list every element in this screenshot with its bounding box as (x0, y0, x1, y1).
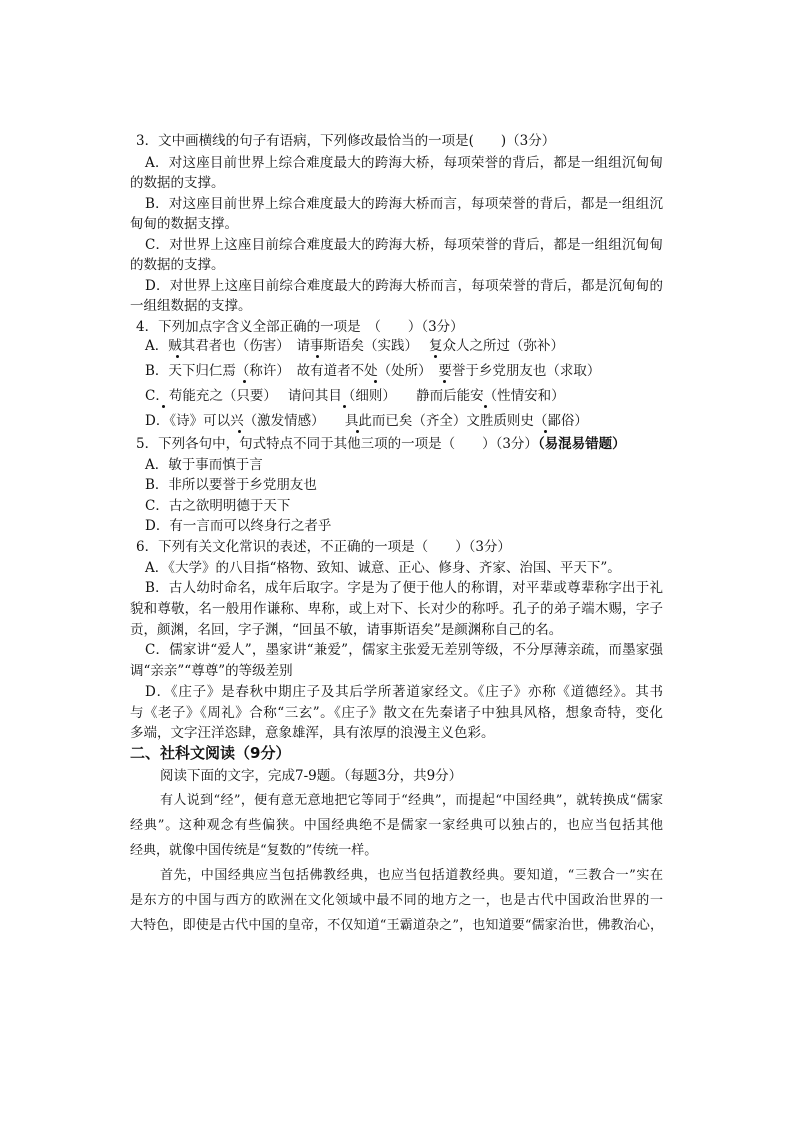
reading-instruction: 阅读下面的文字，完成7-9题。（每题3分，共9分） (160, 768, 463, 784)
q3-stem: 3．文中画横线的句子有语病，下列修改最恰当的一项是( )（3分） (136, 133, 556, 149)
q6-option-b-line1: B．古人幼时命名，成年后取字。字是为了便于他人的称谓，对平辈或尊辈称字出于礼 (145, 580, 663, 596)
q3-option-c-line1: C．对世界上这座目前综合难度最大的跨海大桥，每项荣誉的背后，都是一组组沉甸甸 (145, 237, 663, 253)
emphasis-dot (374, 380, 377, 383)
q5-stem (136, 434, 626, 454)
q6-option-b-line3: 贡，颜渊，名回，字子渊，“回虽不敏，请事斯语矣”是颜渊称自己的名。 (130, 622, 563, 638)
q4-stem: 4．下列加点字含义全部正确的一项是 （ ）（3分） (136, 319, 464, 335)
q4-option-a: A．贼其君者也（伤害） 请事斯语矣（实践） 复众人之所过（弥补） (145, 338, 565, 354)
q6-option-d-line1: D．《庄子》是春秋中期庄子及其后学所著道家经文。《庄子》亦称《道德经》。其书 (145, 684, 663, 700)
emphasis-dot (243, 380, 246, 383)
q3-option-a-line2: 的数据的支撑。 (130, 175, 225, 191)
q6-option-d-line2: 与《老子》《周礼》合称“三玄”。《庄子》散文在先秦诸子中独具风格，想象奇特，变化 (130, 705, 663, 721)
q6-option-d-line3: 多端，文字汪洋恣肆，意象雄浑，具有浓厚的浪漫主义色彩。 (130, 725, 495, 741)
emphasis-dot (356, 430, 359, 433)
q6-option-c-line2: 调“亲亲”“尊尊”的等级差别 (130, 663, 293, 679)
passage-p1-line3: 经典，就像中国传统是“复数的”传统一样。 (130, 843, 378, 858)
emphasis-dot (544, 430, 547, 433)
q3-option-b-line2: 甸甸的数据支撑。 (130, 216, 238, 232)
q3-option-d-line1: D．对世界上这座目前综合难度最大的跨海大桥而言，每项荣誉的背后，都是沉甸甸的 (145, 278, 663, 294)
emphasis-dot (316, 355, 319, 358)
passage-p2-line1: 首先，中国经典应当包括佛教经典，也应当包括道教经典。要知道，“三教合一”实在 (160, 868, 663, 883)
q5-option-b: B．非所以要誉于乡党朋友也 (145, 477, 317, 493)
q6-stem: 6．下列有关文化常识的表述，不正确的一项是（ ）（3分） (136, 539, 511, 555)
q4-option-c: C．苟能充之（只要） 请问其目（细则） 静而后能安（性情安和） (145, 388, 565, 404)
q3-option-b-line1: B．对这座目前世界上综合难度最大的跨海大桥而言，每项荣誉的背后，都是一组组沉 (145, 196, 663, 212)
emphasis-dot (238, 430, 241, 433)
q4-option-b: B．天下归仁焉（称许） 故有道者不处（处所） 要誉于乡党朋友也（求取） (145, 363, 601, 379)
emphasis-dot (343, 405, 346, 408)
q5-option-c: C．古之欲明明德于天下 (145, 498, 291, 514)
emphasis-dot (176, 355, 179, 358)
q5-tag: （易混易错题） (537, 436, 626, 452)
emphasis-dot (434, 355, 437, 358)
q6-option-b-line2: 貌和尊敬，名一般用作谦称、卑称，或上对下、长对少的称呼。孔子的弟子端木赐，字子 (130, 601, 663, 617)
passage-p1-line2: 经典”。这种观念有些偏狭。中国经典绝不是儒家一家经典可以独占的，也应当包括其他 (130, 818, 663, 833)
q3-option-d-line2: 一组组数据的支撑。 (130, 298, 252, 314)
passage-p1-line1: 有人说到“经”，便有意无意地把它等同于“经典”，而提起“中国经典”，就转换成“儒家 (160, 793, 663, 808)
emphasis-dot (484, 405, 487, 408)
q6-option-a: A．《大学》的八目指“格物、致知、诚意、正心、修身、齐家、治国、平天下”。 (145, 560, 621, 576)
q5-stem-text: 5．下列各句中，句式特点不同于其他三项的一项是（ ）（3分） (136, 436, 538, 452)
q5-option-a: A．敏于事而慎于言 (145, 457, 263, 473)
q3-option-c-line2: 的数据的支撑。 (130, 257, 225, 273)
emphasis-dot (162, 405, 165, 408)
q3-option-a-line1: A．对这座目前世界上综合难度最大的跨海大桥，每项荣誉的背后，都是一组组沉甸甸 (145, 155, 663, 171)
section-heading: 二、社科文阅读（9分） (130, 744, 291, 762)
q4-option-d: D．《诗》可以兴（激发情感） 具此而已矣（齐全）文胜质则史（鄙俗） (145, 413, 588, 429)
q5-option-d: D．有一言而可以终身行之者乎 (145, 518, 332, 534)
passage-p2-line3: 大特色，即使是古代中国的皇帝，不仅知道“王霸道杂之”，也知道要“儒家治世，佛教治心， (130, 918, 663, 933)
emphasis-dot (443, 380, 446, 383)
passage-p2-line2: 是东方的中国与西方的欧洲在文化领域中最不同的地方之一，也是古代中国政治世界的一 (130, 893, 663, 908)
q6-option-c-line1: C．儒家讲“爱人”，墨家讲“兼爱”，儒家主张爱无差别等级，不分厚薄亲疏，而墨家强 (145, 642, 663, 658)
